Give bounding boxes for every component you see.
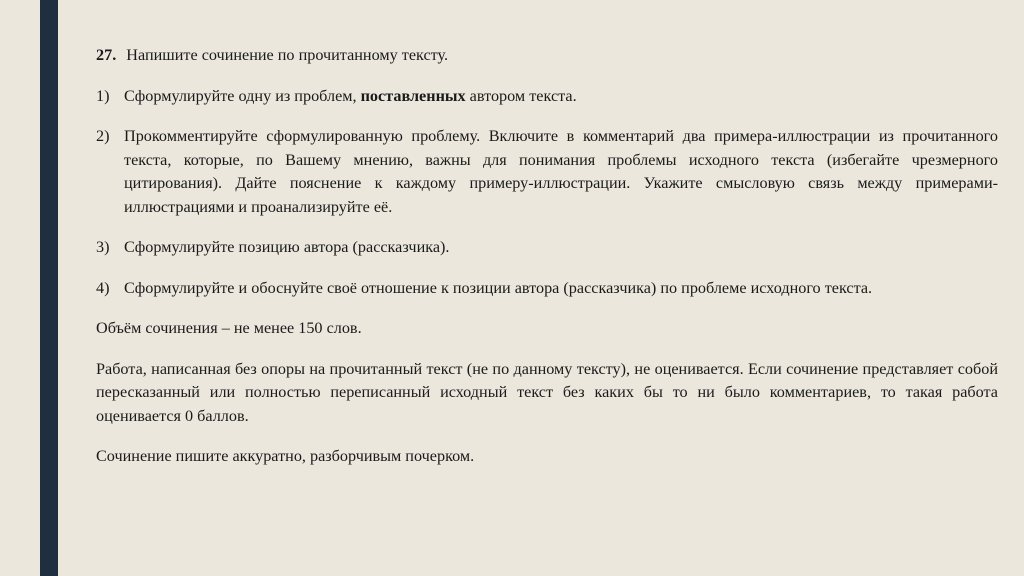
document-body [96,44,998,486]
list-item-4 [96,277,998,301]
volume-requirement: Объём сочинения – не менее 150 слов. [96,319,362,337]
list-item-number: 3) [96,238,110,256]
list-item-2 [96,125,998,219]
accent-bar [40,0,58,576]
list-item-3 [96,236,998,260]
list-item-text-part: автором текста. [465,86,577,105]
closing-instruction: Сочинение пишите аккуратно, разборчивым почерком. [96,447,475,465]
list-item-bold-text: поставленных [360,86,466,105]
task-number: 27. [96,46,117,64]
list-item-text: Сформулируйте позицию автора (рассказчика). [124,238,450,256]
task-title: Напишите сочинение по прочитанному тексту. [126,46,449,64]
list-item-text: Сформулируйте и обоснуйте своё отношение к позиции автора (рассказчика) по проблеме исходного текста. [124,278,873,297]
list-item-number: 2) [96,127,110,145]
list-item-text [124,85,998,109]
grading-warning: Работа, написанная без опоры на прочитанный текст (не по данному тексту), не оценивается. Если сочинение представляет собой пересказанный или полностью переписанный исходный текст без каких бы то ни было комментариев, то такая работа оценивается 0 баллов. [96,359,998,425]
list-item-number: 4) [96,278,110,297]
task-heading [96,44,998,68]
list-item-1 [96,85,998,109]
list-item-text: Прокомментируйте сформулированную проблему. Включите в комментарий два примера-иллюстрации из прочитанного текста, которые, по Вашему мнению, важны для понимания проблемы исходного текста (избегайте чрезмерного цитирования). Дайте пояснение к каждому примеру-иллюстрации. Укажите смысловую связь между примерами-иллюстрациями и проанализируйте её. [124,127,998,216]
list-item-number: 1) [96,86,110,105]
list-item-text-part: Сформулируйте одну из проблем, [124,86,361,105]
